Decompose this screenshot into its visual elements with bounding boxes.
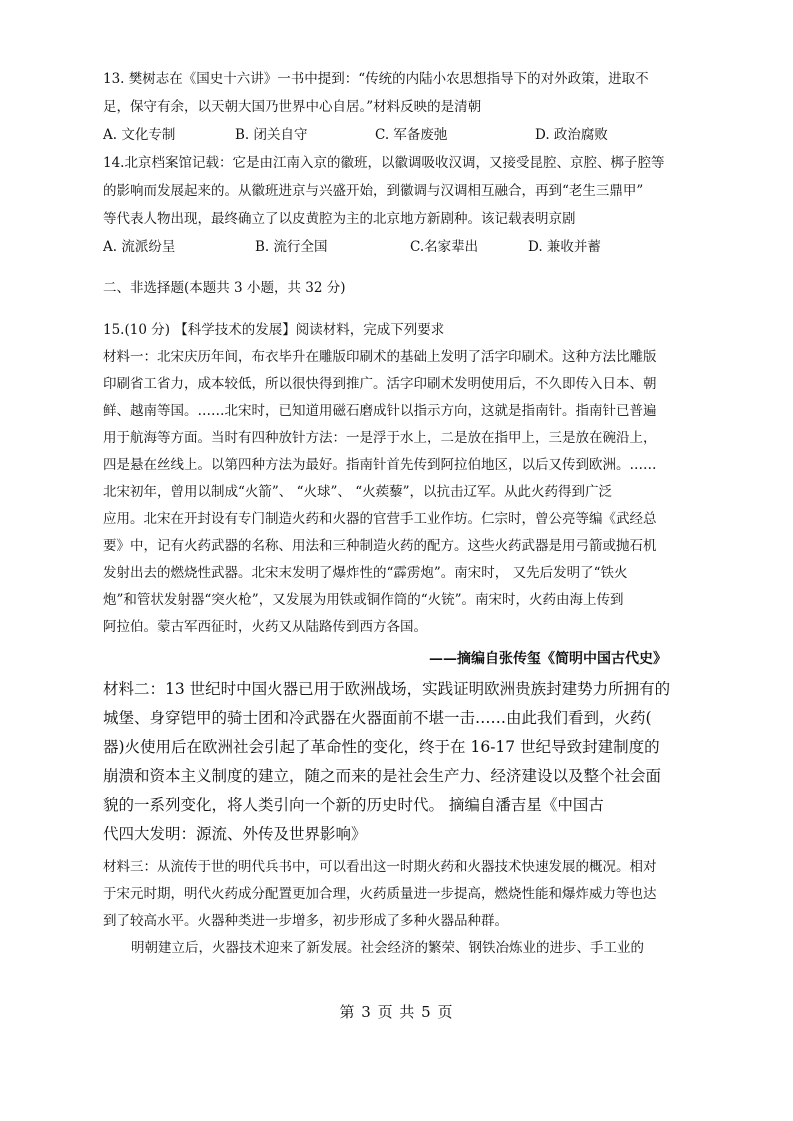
material-two-line: 崩溃和资本主义制度的建立，随之而来的是社会生产力、经济建设以及整个社会面 bbox=[103, 767, 662, 785]
q13-option-b: B. 闭关自守 bbox=[235, 127, 308, 143]
q14-option-d: D. 兼收并蓄 bbox=[528, 239, 601, 255]
q13-option-a: A. 文化专制 bbox=[103, 127, 176, 143]
q13-stem-line-2: 足，保守有余，以天朝大国乃世界中心自居。”材料反映的是清朝 bbox=[103, 99, 482, 115]
q13-stem-line-1: 13. 樊树志在《国史十六讲》一书中提到：“传统的内陆小农思想指导下的对外政策，进取不 bbox=[103, 71, 649, 87]
material-one-line: 用于航海等方面。当时有四种放针方法：一是浮于水上，二是放在指甲上，三是放在碗沿上， bbox=[103, 430, 657, 446]
q14-option-c: C.名家辈出 bbox=[410, 239, 479, 255]
material-one-source: ——摘编自张传玺《简明中国古代史》 bbox=[429, 651, 667, 667]
material-one-line: 发射出去的燃烧性武器。北宋末发明了爆炸性的“霹雳炮”。南宋时， 又先后发明了“铁火 bbox=[103, 565, 628, 581]
material-two-line: 器)火使用后在欧洲社会引起了革命性的变化，终于在 16-17 世纪导致封建制度的 bbox=[103, 738, 660, 756]
q13-option-d: D. 政治腐败 bbox=[535, 127, 608, 143]
material-one-line: 材料一：北宋庆历年间，布衣毕升在雕版印刷术的基础上发明了活字印刷术。这种方法比雕版 bbox=[103, 349, 657, 365]
material-two-line: 城堡、身穿铠甲的骑士团和冷武器在火器面前不堪一击……由此我们看到，火药( bbox=[103, 709, 652, 727]
material-one-line: 印刷省工省力，成本较低，所以很快得到推广。活字印刷术发明使用后，不久即传入日本、朝 bbox=[103, 376, 657, 392]
material-one-line: 应用。北宋在开封设有专门制造火药和火器的官营手工业作坊。仁宗时，曾公亮等编《武经总 bbox=[103, 511, 657, 527]
material-three-line: 材料三：从流传于世的明代兵书中，可以看出这一时期火药和火器技术快速发展的概况。相对 bbox=[103, 859, 657, 875]
q14-stem-line-2: 的影响而发展起来的。从徽班进京与兴盛开始，到徽调与汉调相互融合，再到“老生三鼎甲” bbox=[103, 183, 644, 199]
section-heading: 二、非选择题(本题共 3 小题，共 32 分) bbox=[103, 280, 346, 296]
q15-header: 15.(10 分) 【科学技术的发展】阅读材料，完成下列要求 bbox=[103, 322, 445, 338]
material-three-paragraph-two: 明朝建立后，火器技术迎来了新发展。社会经济的繁荣、钢铁冶炼业的进步、手工业的 bbox=[131, 940, 644, 956]
material-one-line: 四是悬在丝线上。以第四种方法为最好。指南针首先传到阿拉伯地区，以后又传到欧洲。…… bbox=[103, 457, 657, 473]
material-one-line: 要》中，记有火药武器的名称、用法和三种制造火药的配方。这些火药武器是用弓箭或抛石机 bbox=[103, 538, 657, 554]
material-two-line: 代四大发明：源流、外传及世界影响》 bbox=[103, 825, 367, 843]
material-three-line: 于宋元时期，明代火药成分配置更加合理，火药质量进一步提高，燃烧性能和爆炸威力等也达 bbox=[103, 886, 657, 902]
q14-option-a: A. 流派纷呈 bbox=[103, 239, 176, 255]
material-two-line: 材料二：13 世纪时中国火器已用于欧洲战场，实践证明欧洲贵族封建势力所拥有的 bbox=[103, 680, 671, 698]
material-one-line: 阿拉伯。蒙古军西征时，火药又从陆路传到西方各国。 bbox=[103, 619, 427, 635]
q13-option-c: C. 军备废弛 bbox=[375, 127, 448, 143]
material-one-line: 炮”和管状发射器“突火枪”，又发展为用铁或铜作筒的“火铳”。南宋时，火药由海上传到 bbox=[103, 592, 624, 608]
q13-options bbox=[103, 123, 703, 143]
material-three-line: 到了较高水平。火器种类进一步增多，初步形成了多种火器品种群。 bbox=[103, 913, 508, 929]
q14-option-b: B. 流行全国 bbox=[255, 239, 328, 255]
material-one-line: 北宋初年，曾用以制成“火箭”、 “火球”、 “火蒺藜”，以抗击辽军。从此火药得到广泛 bbox=[103, 484, 612, 500]
material-one-line: 鲜、越南等国。……北宋时，已知道用磁石磨成针以指示方向，这就是指南针。指南针已普遍 bbox=[103, 403, 657, 419]
q14-stem-line-3: 等代表人物出现，最终确立了以皮黄腔为主的北京地方新剧种。该记载表明京剧 bbox=[103, 211, 576, 227]
page-number: 第 3 页 共 5 页 bbox=[339, 1003, 454, 1021]
material-two-line: 貌的一系列变化，将人类引向一个新的历史时代。 摘编自潘吉星《中国古 bbox=[103, 796, 604, 814]
q14-options bbox=[103, 235, 703, 255]
q14-stem-line-1: 14.北京档案馆记载：它是由江南入京的徽班，以徽调吸收汉调，又接受昆腔、京腔、梆子腔等 bbox=[103, 155, 665, 171]
